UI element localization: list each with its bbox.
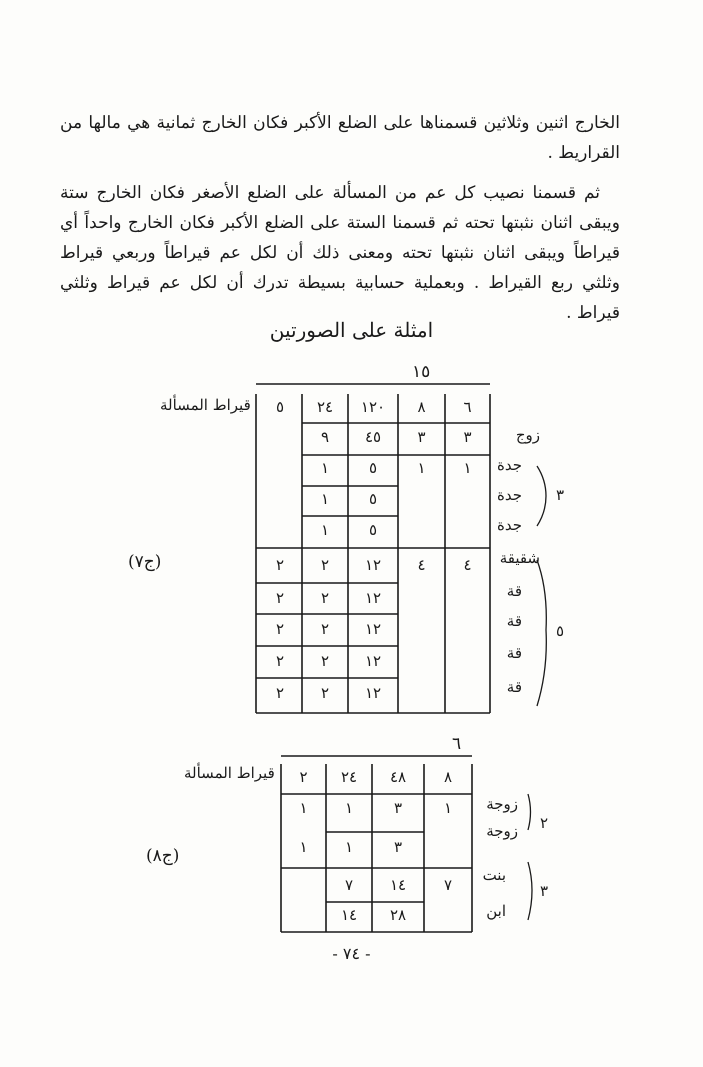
ex1-cell: ٥ [368,521,378,539]
ex1-heir: قة [506,582,522,600]
ex1-cell: ٢ [320,652,330,670]
ex1-cell: ٢ [320,684,330,702]
ex2-cell: ١٤ [340,906,358,924]
ex1-header-cell: ٢٤ [316,398,334,416]
ex2-cell: ٣ [393,799,403,817]
ex2-header-cell: ٢ [299,768,308,786]
ex1-header-cell: ١٢٠ [360,398,386,416]
ex2-cell: ١ [299,838,308,856]
ex2-cell: ١ [299,799,308,817]
ex2-cell: ١ [344,838,354,856]
ex2-heir: ابن [486,902,506,920]
ex1-header-cell: ٥ [275,398,285,416]
ex1-heir: شقيقة [499,549,540,567]
ex2-header-cell: ٤٨ [389,768,407,786]
ex2-cell: ١٤ [389,876,407,894]
ex1-heir: جدة [496,486,522,504]
ex2-cell: ١ [344,799,354,817]
ex1-cell: ٢ [320,589,330,607]
ex1-heir: قة [506,678,522,696]
ex2-group-label: ٢ [540,814,549,832]
ex2-heir: بنت [482,866,506,884]
ex1-cell: ١٢ [364,589,382,607]
ex1-cell: ٤٥ [364,428,382,446]
ex1-heir: جدة [496,456,522,474]
ex1-cell: ٢ [320,556,330,574]
ex1-cell: ١ [320,459,330,477]
ex1-heir: قة [506,612,522,630]
ex1-cell: ٥ [368,490,378,508]
paragraph-1: الخارج اثنين وثلاثين قسمناها على الضلع الأكبر فكان الخارج ثمانية هي مالها من القراريط . [60,113,620,163]
ex1-cell: ١٢ [364,620,382,638]
ex1-cell: ٢ [275,620,285,638]
page-number: - ٧٤ - [332,944,371,963]
ex1-cell: ١ [320,490,330,508]
ex1-cell: ٢ [275,684,285,702]
ex2-group-label: ٣ [540,882,549,900]
example-1-top-number: ١٥ [412,362,431,382]
ex1-cell: ٥ [368,459,378,477]
ex2-cell: ٧ [443,876,453,894]
ex1-cell: ١٢ [364,684,382,702]
ex2-cell: ١ [443,799,453,817]
ex1-cell: ١٢ [364,556,382,574]
ex2-cell: ٣ [393,838,403,856]
ex1-cell: ٤ [463,556,472,574]
ex1-cell: ٢ [275,652,285,670]
ex1-header-cell: ٦ [463,398,472,416]
example-1-label: قيراط المسألة [160,396,251,414]
example-2-label: قيراط المسألة [184,764,275,782]
ex1-header-cell: ٨ [417,398,426,416]
ex1-cell: ٢ [275,589,285,607]
ex1-cell: ١ [320,521,330,539]
example-2-top-number: ٦ [452,734,462,754]
ex1-cell: ١ [417,459,426,477]
ex1-cell: ٢ [320,620,330,638]
example-1-ref: (ج٧) [128,552,162,572]
ex1-group-label: ٣ [556,486,565,504]
ex1-cell: ١٢ [364,652,382,670]
ex2-header-cell: ٢٤ [340,768,358,786]
paragraph-2: ثم قسمنا نصيب كل عم من المسألة على الضلع الأصغر فكان الخارج ستة ويبقى اثنان نثبتها تحته ثم قسمنا الستة على الضلع الأكبر فكان الخارج واحداً أي قيراطاً ويبقى اثنان نثبتها تحته ومعنى ذلك أن لكل عم قيراطاً وربعي قيراط وثلثي ربع القيراط . وبعملية حسابية بسيطة تدرك أن لكل عم قيراط وثلثي قيراط . [60,183,620,323]
ex1-cell: ٩ [320,428,330,446]
ex1-cell: ١ [463,459,472,477]
ex1-cell: ٣ [463,428,472,446]
ex1-cell: ٣ [417,428,426,446]
ex2-cell: ٧ [344,876,354,894]
section-title: امثلة على الصورتين [269,318,434,342]
example-2-ref: (ج٨) [146,846,180,866]
ex2-header-cell: ٨ [443,768,453,786]
ex1-cell: ٢ [275,556,285,574]
ex2-cell: ٢٨ [389,906,407,924]
ex1-heir: قة [506,644,522,662]
ex1-heir: زوج [515,426,540,444]
ex1-cell: ٤ [417,556,426,574]
ex2-heir: زوجة [486,795,518,813]
ex1-heir: جدة [496,516,522,534]
ex1-group-label: ٥ [556,622,565,640]
ex2-heir: زوجة [486,822,518,840]
